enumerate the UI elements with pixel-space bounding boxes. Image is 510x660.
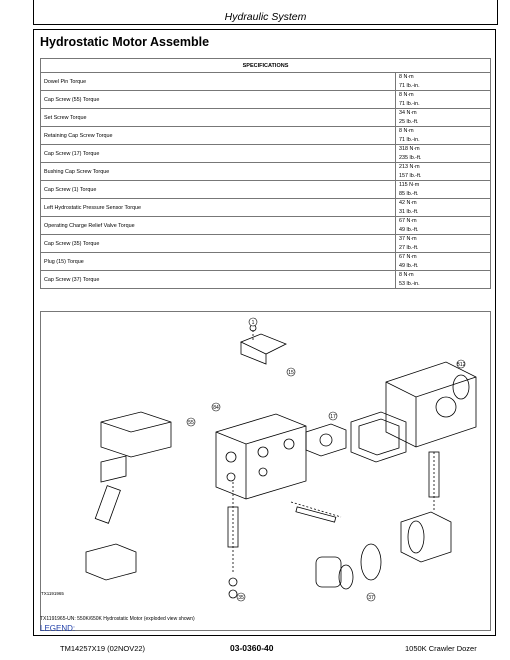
- spec-value-metric: 8 N·m: [399, 92, 414, 99]
- callout-label: 15: [288, 369, 294, 376]
- spec-value-metric: 8 N·m: [399, 128, 414, 135]
- spec-row: [41, 271, 491, 289]
- spec-value-metric: 67 N·m: [399, 218, 417, 225]
- spec-value: [396, 235, 491, 253]
- spec-value-imperial: 25 lb.-ft.: [399, 118, 419, 125]
- exploded-view-illustration: [40, 311, 491, 631]
- section-title: Hydrostatic Motor Assemble: [40, 35, 210, 49]
- lower-left-block: [86, 544, 136, 580]
- callout-label: 37: [368, 594, 374, 601]
- callout-label: B12: [456, 361, 466, 368]
- spec-value: [396, 181, 491, 199]
- footer-manual-id: TM14257X19 (02NOV22): [60, 644, 146, 653]
- spec-label: Plug (15) Torque: [41, 253, 396, 271]
- spec-value: [396, 253, 491, 271]
- spec-label: Cap Screw (55) Torque: [41, 91, 396, 109]
- hydrostatic-motor-drawing: [41, 312, 490, 630]
- figure-id: TX1191965: [41, 591, 64, 596]
- callout-label: 84: [213, 404, 219, 411]
- spec-value: [396, 109, 491, 127]
- spec-value: [396, 91, 491, 109]
- specifications-body: [41, 73, 491, 289]
- fitting-block: [306, 424, 346, 456]
- spec-label: Cap Screw (17) Torque: [41, 145, 396, 163]
- page-header-title: Hydraulic System: [224, 11, 307, 23]
- spec-row: [41, 127, 491, 145]
- spec-row: [41, 181, 491, 199]
- spec-value-metric: 34 N·m: [399, 110, 417, 117]
- spec-row: [41, 199, 491, 217]
- footer-machine-name: 1050K Crawler Dozer: [405, 644, 477, 653]
- spec-row: [41, 235, 491, 253]
- spec-row: [41, 145, 491, 163]
- spec-label: Operating Charge Relief Valve Torque: [41, 217, 396, 235]
- spec-value-imperial: 85 lb.-ft.: [399, 190, 419, 197]
- spec-value-metric: 8 N·m: [399, 74, 414, 81]
- spec-value-imperial: 49 lb.-ft.: [399, 226, 419, 233]
- callout-layer: [187, 318, 466, 601]
- spec-value-metric: 37 N·m: [399, 236, 417, 243]
- spec-label: Left Hydrostatic Pressure Sensor Torque: [41, 199, 396, 217]
- spec-label: Retaining Cap Screw Torque: [41, 127, 396, 145]
- valve-shaft: [429, 452, 439, 497]
- callout-label: 1: [251, 319, 255, 326]
- specifications-heading: SPECIFICATIONS: [41, 59, 491, 73]
- spec-row: [41, 217, 491, 235]
- spec-value: [396, 271, 491, 289]
- spec-row: [41, 73, 491, 91]
- spec-value-imperial: 235 lb.-ft.: [399, 154, 422, 161]
- spec-value-metric: 213 N·m: [399, 164, 420, 171]
- spec-row: [41, 163, 491, 181]
- spec-value-imperial: 71 lb.-in.: [399, 136, 420, 143]
- spec-value: [396, 163, 491, 181]
- spec-value-imperial: 49 lb.-ft.: [399, 262, 419, 269]
- callout-label: 17: [330, 413, 336, 420]
- spec-value: [396, 145, 491, 163]
- spec-value-imperial: 53 lb.-in.: [399, 280, 420, 287]
- spec-value: [396, 127, 491, 145]
- spec-value: [396, 199, 491, 217]
- spec-label: Cap Screw (35) Torque: [41, 235, 396, 253]
- spec-value-imperial: 71 lb.-in.: [399, 82, 420, 89]
- top-bracket: [241, 334, 286, 354]
- motor-housing: [386, 362, 476, 447]
- rotating-group: [401, 512, 451, 562]
- spec-value-metric: 115 N·m: [399, 182, 420, 189]
- cover-ring: [453, 375, 469, 399]
- spec-row: [41, 91, 491, 109]
- specifications-table: [40, 58, 491, 289]
- left-housing: [101, 412, 171, 457]
- spec-value-metric: 42 N·m: [399, 200, 417, 207]
- spec-value-imperial: 157 lb.-ft.: [399, 172, 422, 179]
- spec-row: [41, 109, 491, 127]
- spec-row: [41, 253, 491, 271]
- spec-value-imperial: 27 lb.-ft.: [399, 244, 419, 251]
- spec-value: [396, 217, 491, 235]
- spec-label: Bushing Cap Screw Torque: [41, 163, 396, 181]
- callout-label: 35: [238, 594, 244, 601]
- cylinder-block: [361, 544, 381, 580]
- spec-value-imperial: 31 lb.-ft.: [399, 208, 419, 215]
- spec-value: [396, 73, 491, 91]
- spec-value-metric: 318 N·m: [399, 146, 420, 153]
- callout-label: 55: [188, 419, 194, 426]
- spec-label: Dowel Pin Torque: [41, 73, 396, 91]
- spec-value-imperial: 71 lb.-in.: [399, 100, 420, 107]
- spec-label: Set Screw Torque: [41, 109, 396, 127]
- spec-label: Cap Screw (37) Torque: [41, 271, 396, 289]
- spec-value-metric: 8 N·m: [399, 272, 414, 279]
- header-frame: [33, 0, 498, 25]
- figure-caption: TX1191965-UN: 550K/650K Hydrostatic Motor (exploded view shown): [40, 616, 195, 622]
- footer-page-number: 03-0360-40: [230, 643, 274, 653]
- legend-label: LEGEND:: [40, 624, 76, 633]
- spec-label: Cap Screw (1) Torque: [41, 181, 396, 199]
- content-box: [33, 29, 496, 636]
- page-footer: [0, 644, 510, 658]
- spec-value-metric: 67 N·m: [399, 254, 417, 261]
